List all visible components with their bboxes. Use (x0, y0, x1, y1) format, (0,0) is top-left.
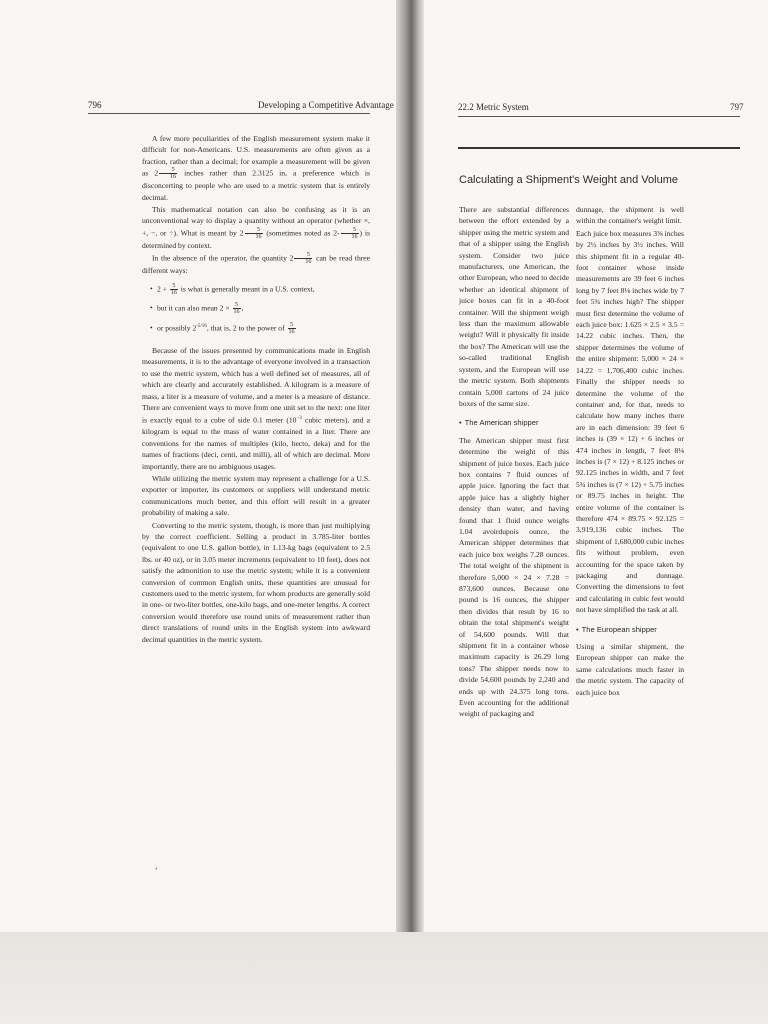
right-running-head: 22.2 Metric System (458, 102, 529, 112)
subheading: • The European shipper (576, 624, 657, 634)
paragraph: In the absence of the operator, the quantity 2 $\frac{5}{16}$ can be read three different ways: (142, 252, 371, 276)
paragraph: Because of the issues presented by communications made in English measurements, it is to the advantage of everyone involved in a transaction to use the metric system, which has a well defined set of measures, all of which are clearly and accurately established. A kilogram is a measure of mass, a liter is a measure of volume, and a meter is a measure of distance. There are convenient ways to move from one unit set to the next: one liter is exactly equal to a cube of side 0.1 meter ($10^{-3}$ cubic meters), and a kilogram is equal to the mass of water contained in a liter. There are conventions for the names of multiples (kilo, hecto, deka) and for the names of fractions (deci, centi, and milli), all of which are decimal. More importantly, there are no ambiguous usages. (142, 345, 370, 471)
list-item: • 2 + $\frac{5}{16}$ is what is generally meant in a U.S. context, (150, 282, 315, 296)
paragraph: While utilizing the metric system may represent a challenge for a U.S. exporter or importer, its customers or suppliers will understand metric communications much better, and this effort will result in a greater probability of making a sale. (142, 473, 370, 518)
subheading: • The American shipper (459, 418, 539, 428)
list-item: • but it can also mean 2 × $\frac{5}{16}$ , (150, 301, 244, 315)
left-header-rule (88, 113, 370, 114)
paragraph: dunnage, the shipment is well within the container's weight limit. (576, 205, 684, 226)
left-page-number: 796 (88, 100, 102, 110)
paragraph: There are substantial differences between the effort extended by a shipper using the metric system and that of a shipper using the English system. Consider two juice manufacturers, one American, the other European, who need to decide whether an identical shipment of juice boxes can fit in a 40-foot container. Will the shipment weigh less than the maximum allowable weight? Will it physically fit inside the box? The American will use the so-called traditional English system, and the European will use the metric system. Both shipments contain 5,000 cartons of 24 juice boxes of the same size. (459, 205, 569, 408)
right-header-rule (458, 116, 740, 117)
section-rule (458, 147, 740, 149)
left-body (142, 133, 370, 646)
right-column-2 (576, 204, 684, 699)
list-item: • or possibly $2^{-5/16}$, that is, 2 to the power of $\frac{5}{16}$ (150, 321, 295, 335)
paragraph: A few more peculiarities of the English measurement system make it difficult for non-Americans. U.S. measurements are often given as a fraction, rather than a decimal; for example a measurement will be given as 2 $\frac{5}{16}$ inches rather than 2.3125 in, a preference which is disconcerting to people who are used to a metric system that is entirely decimal. (142, 134, 370, 202)
paragraph: Each juice box measures 3⅝ inches by 2½ inches by 3½ inches. Will this shipment fit in a regular 40-foot container whose inside measurements are 39 feet 6 inches long by 7 feet 8⅛ inches wide by 7 feet 5¾ inches high? The shipper must first determine the volume of each juice box: 1.625 × 2.5 × 3.5 = 14.22 cubic inches. Then, the shipper determines the volume of the entire shipment: 5,000 × 24 × 14.22 = 1,706,400 cubic inches. Finally the shipper needs to determine the volume of the container and, for that, needs to calculate how many inches there are in each dimension: 39 feet 6 inches is (39 × 12) + 6 inches or 474 inches in length, 7 feet 8⅛ inches is (7 × 12) + 8.125 inches or 92.125 inches in width, and 7 feet 5¾ inches is (7 × 12) + 5.75 inches or 89.75 inches in height. The entire volume of the container is therefore 474 × 89.75 × 92.125 = 3,919,136 cubic inches. The shipment of 1,680,000 cubic inches fits without problem, even accounting for the space taken by packaging and dunnage. Converting the dimensions to feet and calculating in cubic feet would not have simplified the task at all. (576, 228, 684, 615)
section-title: Calculating a Shipment's Weight and Volume (459, 174, 678, 186)
margin-mark: ‘ (155, 866, 158, 875)
paragraph: This mathematical notation can also be confusing as it is an unconventional way to display a quantity without an operator (whether ×, +, −, or ÷). What is meant by 2 $\frac{5}{16}$ (sometimes noted as 2- $\frac{5}{16}$ ) is determined by context. (142, 205, 370, 250)
scanner-bed (0, 932, 768, 1024)
paragraph: Using a similar shipment, the European shipper can make the same calculations much faster in the metric system. The capacity of each juice box (576, 642, 684, 697)
paragraph: Converting to the metric system, though, is more than just multiplying by the correct coefficient. Selling a product in 3.785-liter bottles (equivalent to one U.S. gallon bottle), in 1.13-kg bags (equivalent to 2.5 lbs. or 40 oz), or in 3.05 meter increments (equivalent to 10 feet), does not satisfy the admonition to use the metric system; while it is a convenient conversion of common English units, these quantities are unusual for customers used to the metric system, for whom products are generally sold in one- or two-liter bottles, one-kilo bags, and one-meter lengths. A correct conversion would therefore use round units of measurement rather than direct translations of round units in the English system into awkward decimal quantities in the metric system. (142, 520, 370, 644)
book-gutter (396, 0, 424, 932)
right-column-1 (459, 204, 569, 721)
paragraph: The American shipper must first determine the weight of this shipment of juice boxes. Each juice box contains 7 fluid ounces of apple juice. Ignoring the fact that apple juice has a slightly higher density than water, and having found that 1 fluid ounce weighs 1.04 avoirdupois ounce, the American shipper determines that each juice box weighs 7.28 ounces. The total weight of the shipment is therefore 5,000 × 24 × 7.28 = 873,600 ounces. Because one pound is 16 ounces, the shipper then divides that result by 16 to obtain the total shipment's weight of 54,600 pounds. Will that shipment fit in a container whose maximum capacity is 26.29 long tons? The shipper needs now to divide 54,600 pounds by 2,240 and ends up with 24.375 long tons. Even accounting for the additional weight of packaging and (459, 435, 569, 719)
left-running-head: Developing a Competitive Advantage (258, 100, 394, 110)
right-page-number: 797 (730, 102, 744, 112)
